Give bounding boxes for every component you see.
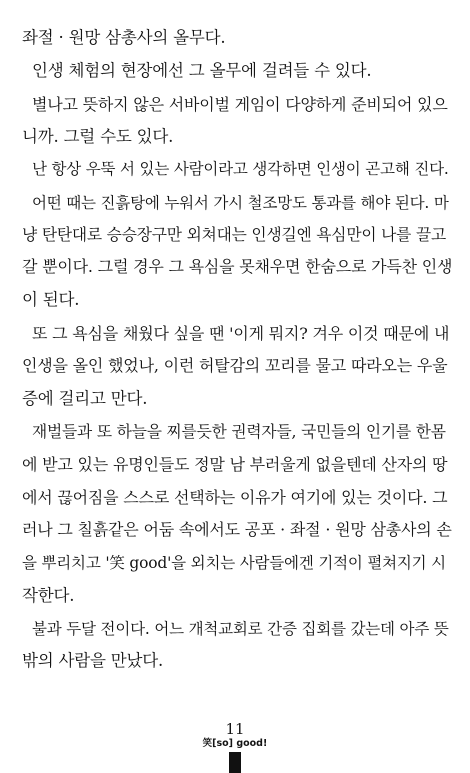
text-line: 니까. 그럴 수도 있다. [22,127,174,146]
text-line: 에서 끊어짐을 스스로 선택하는 이유가 여기에 있는 것이다. 그 [22,488,448,507]
page-number: 11 [225,720,245,738]
text-line: 별나고 뜻하지 않은 서바이벌 게임이 다양하게 준비되어 있으 [32,95,448,114]
text-line: 러나 그 칠흙같은 어둠 속에서도 공포 · 좌절 · 원망 삼총사의 손 [22,520,452,539]
text-line: 에 받고 있는 유명인들도 정말 남 부러울게 없을텐데 산자의 땅 [22,455,448,474]
text-line: 증에 걸리고 만다. [22,389,148,408]
text-line: 갈 뿐이다. 그럴 경우 그 욕심을 못채우면 한숨으로 가득찬 인생 [22,257,453,276]
page-edge-marker [229,752,241,773]
text-line: 난 항상 우뚝 서 있는 사람이라고 생각하면 인생이 곤고해 진다. [32,160,449,178]
text-line: 을 뿌리치고 '笑 good'을 외치는 사람들에겐 기적이 펼쳐지기 시 [22,554,446,572]
text-line: 인생 체험의 현장에선 그 올무에 걸려들 수 있다. [32,61,372,80]
text-line: 어떤 때는 진흙탕에 누워서 가시 철조망도 통과를 해야 된다. 마 [32,194,449,212]
running-title: 笑[so] good! [202,738,268,749]
text-line: 재벌들과 또 하늘을 찌를듯한 권력자들, 국민들의 인기를 한몸 [32,422,446,441]
text-line: 불과 두달 전이다. 어느 개척교회로 간증 집회를 갔는데 아주 뜻 [32,620,449,638]
text-line: 냥 탄탄대로 승승장구만 외쳐대는 인생길엔 욕심만이 나를 끌고 [22,225,447,244]
text-line: 이 된다. [22,290,80,309]
text-line: 밖의 사람을 만났다. [22,651,164,670]
text-line: 또 그 욕심을 채웠다 싶을 땐 '이게 뭐지? 겨우 이것 때문에 내 [32,324,450,343]
text-line: 인생을 올인 했었나, 이런 허탈감의 꼬리를 물고 따라오는 우울 [22,356,448,375]
text-line: 좌절 · 원망 삼총사의 올무다. [22,28,226,47]
text-line: 작한다. [22,586,75,605]
